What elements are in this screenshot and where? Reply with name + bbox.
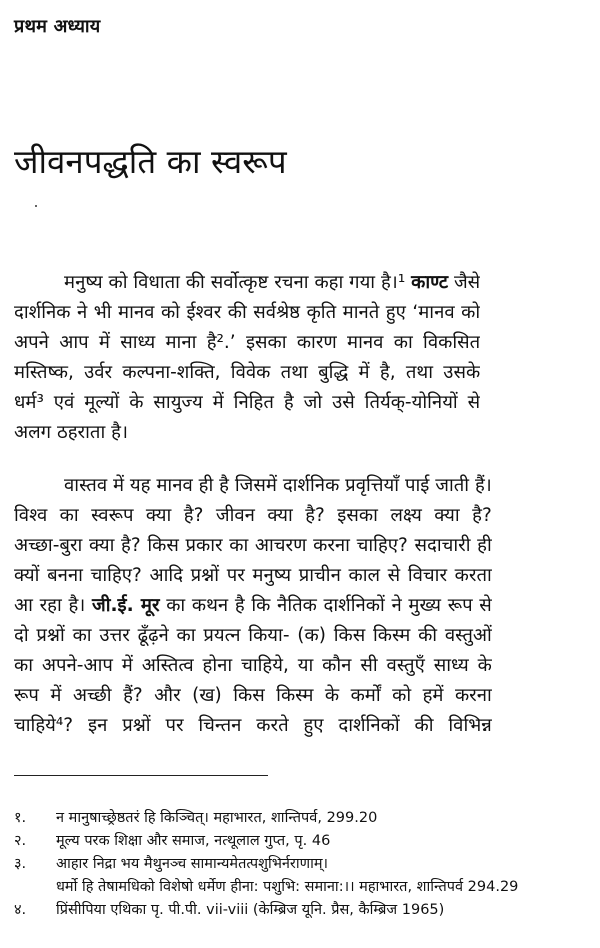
footnote-text: धर्मो हि तेषामधिको विशेषो धर्मेण हीना: पशुभि: समाना:।। महाभारत, शान्तिपर्व 294.29 xyxy=(56,879,519,895)
text-segment: का कथन है कि नैतिक दार्शनिकों ने मुख्य रूप से xyxy=(166,595,492,616)
text-segment: मनुष्य को विधाता की सर्वोत्कृष्ट रचना कहा गया है।¹ xyxy=(64,272,406,293)
footnote-number xyxy=(14,876,56,899)
text-segment: आ रहा है। xyxy=(14,595,86,616)
footnote-text: न मानुषाच्छ्रेष्ठतरं हि किञ्चित्। महाभारत, शान्तिपर्व, 299.20 xyxy=(56,810,378,826)
text-line: धर्म³ एवं मूल्यों के सायुज्य में निहित है जो उसे तिर्यक्-योनियों से xyxy=(14,392,481,413)
text-line: अच्छा-बुरा क्या है? किस प्रकार का आचरण करना चाहिए? सदाचारी ही xyxy=(14,535,492,556)
text-line: अपने आप में साध्य माना है².’ इसका कारण मानव का विकसित xyxy=(14,332,481,353)
text-line: विश्व का स्वरूप क्या है? जीवन क्या है? इसका लक्ष्य क्या है? xyxy=(14,505,492,526)
author-name-kant: काण्ट xyxy=(411,272,449,293)
text-line xyxy=(14,268,480,298)
text-line: मस्तिष्क, उर्वर कल्पना-शक्ति, विवेक तथा बुद्धि में है, तथा उसके xyxy=(14,362,481,383)
text-line: का अपने-आप में अस्तित्व होना चाहिये, या कौन सी वस्तुएँ साध्य के xyxy=(14,655,492,676)
text-segment: जैसे xyxy=(453,272,481,293)
paragraph-2 xyxy=(14,471,492,741)
footnote-text: आहार निद्रा भय मैथुनञ्च सामान्यमेतत्पशुभिर्नराणाम्। xyxy=(56,856,329,872)
text-line: रूप में अच्छी हैं? और (ख) किस किस्म के कर्मों को हमें करना xyxy=(14,685,492,706)
footnote-number: ४. xyxy=(14,902,27,918)
text-line: दार्शनिक ने भी मानव को ईश्वर की सर्वश्रेष्ठ कृति मानते हुए ‘मानव को xyxy=(14,302,481,323)
text-line: अलग ठहराता है। xyxy=(14,422,128,443)
footnote-number: ३. xyxy=(14,856,27,872)
text-line xyxy=(14,591,492,621)
text-line: क्यों बनना चाहिए? आदि प्रश्नों पर मनुष्य प्राचीन काल से विचार करता xyxy=(14,565,492,586)
text-line: दो प्रश्नों का उत्तर ढूँढ़ने का प्रयत्न किया- (क) किस किस्म की वस्तुओं xyxy=(14,625,492,646)
author-name-moore: जी.ई. मूर xyxy=(91,595,160,616)
footnote-divider xyxy=(14,775,268,776)
footnote-number: २. xyxy=(14,833,27,849)
footnote xyxy=(14,876,586,899)
running-head: प्रथम अध्याय xyxy=(14,16,101,37)
footnote xyxy=(14,807,586,830)
footnote-text: मूल्य परक शिक्षा और समाज, नत्थूलाल गुप्त, पृ. 46 xyxy=(56,833,331,849)
stray-dot xyxy=(35,205,37,207)
footnotes xyxy=(14,807,586,922)
text-line: चाहिये⁴? इन प्रश्नों पर चिन्तन करते हुए दार्शनिकों की विभिन्न xyxy=(14,715,492,736)
footnote xyxy=(14,830,586,853)
chapter-title: जीवनपद्धति का स्वरूप xyxy=(14,142,287,181)
footnote xyxy=(14,853,586,876)
paragraph-1 xyxy=(14,268,480,448)
footnote-text: प्रिंसीपिया एथिका पृ. पी.पी. vii-viii (केम्ब्रिज यूनि. प्रैस, कैम्ब्रिज 1965) xyxy=(56,902,445,918)
footnote-number: १. xyxy=(14,810,27,826)
footnote xyxy=(14,899,586,922)
text-line: वास्तव में यह मानव ही है जिसमें दार्शनिक प्रवृत्तियाँ पाई जाती हैं। xyxy=(64,475,492,496)
